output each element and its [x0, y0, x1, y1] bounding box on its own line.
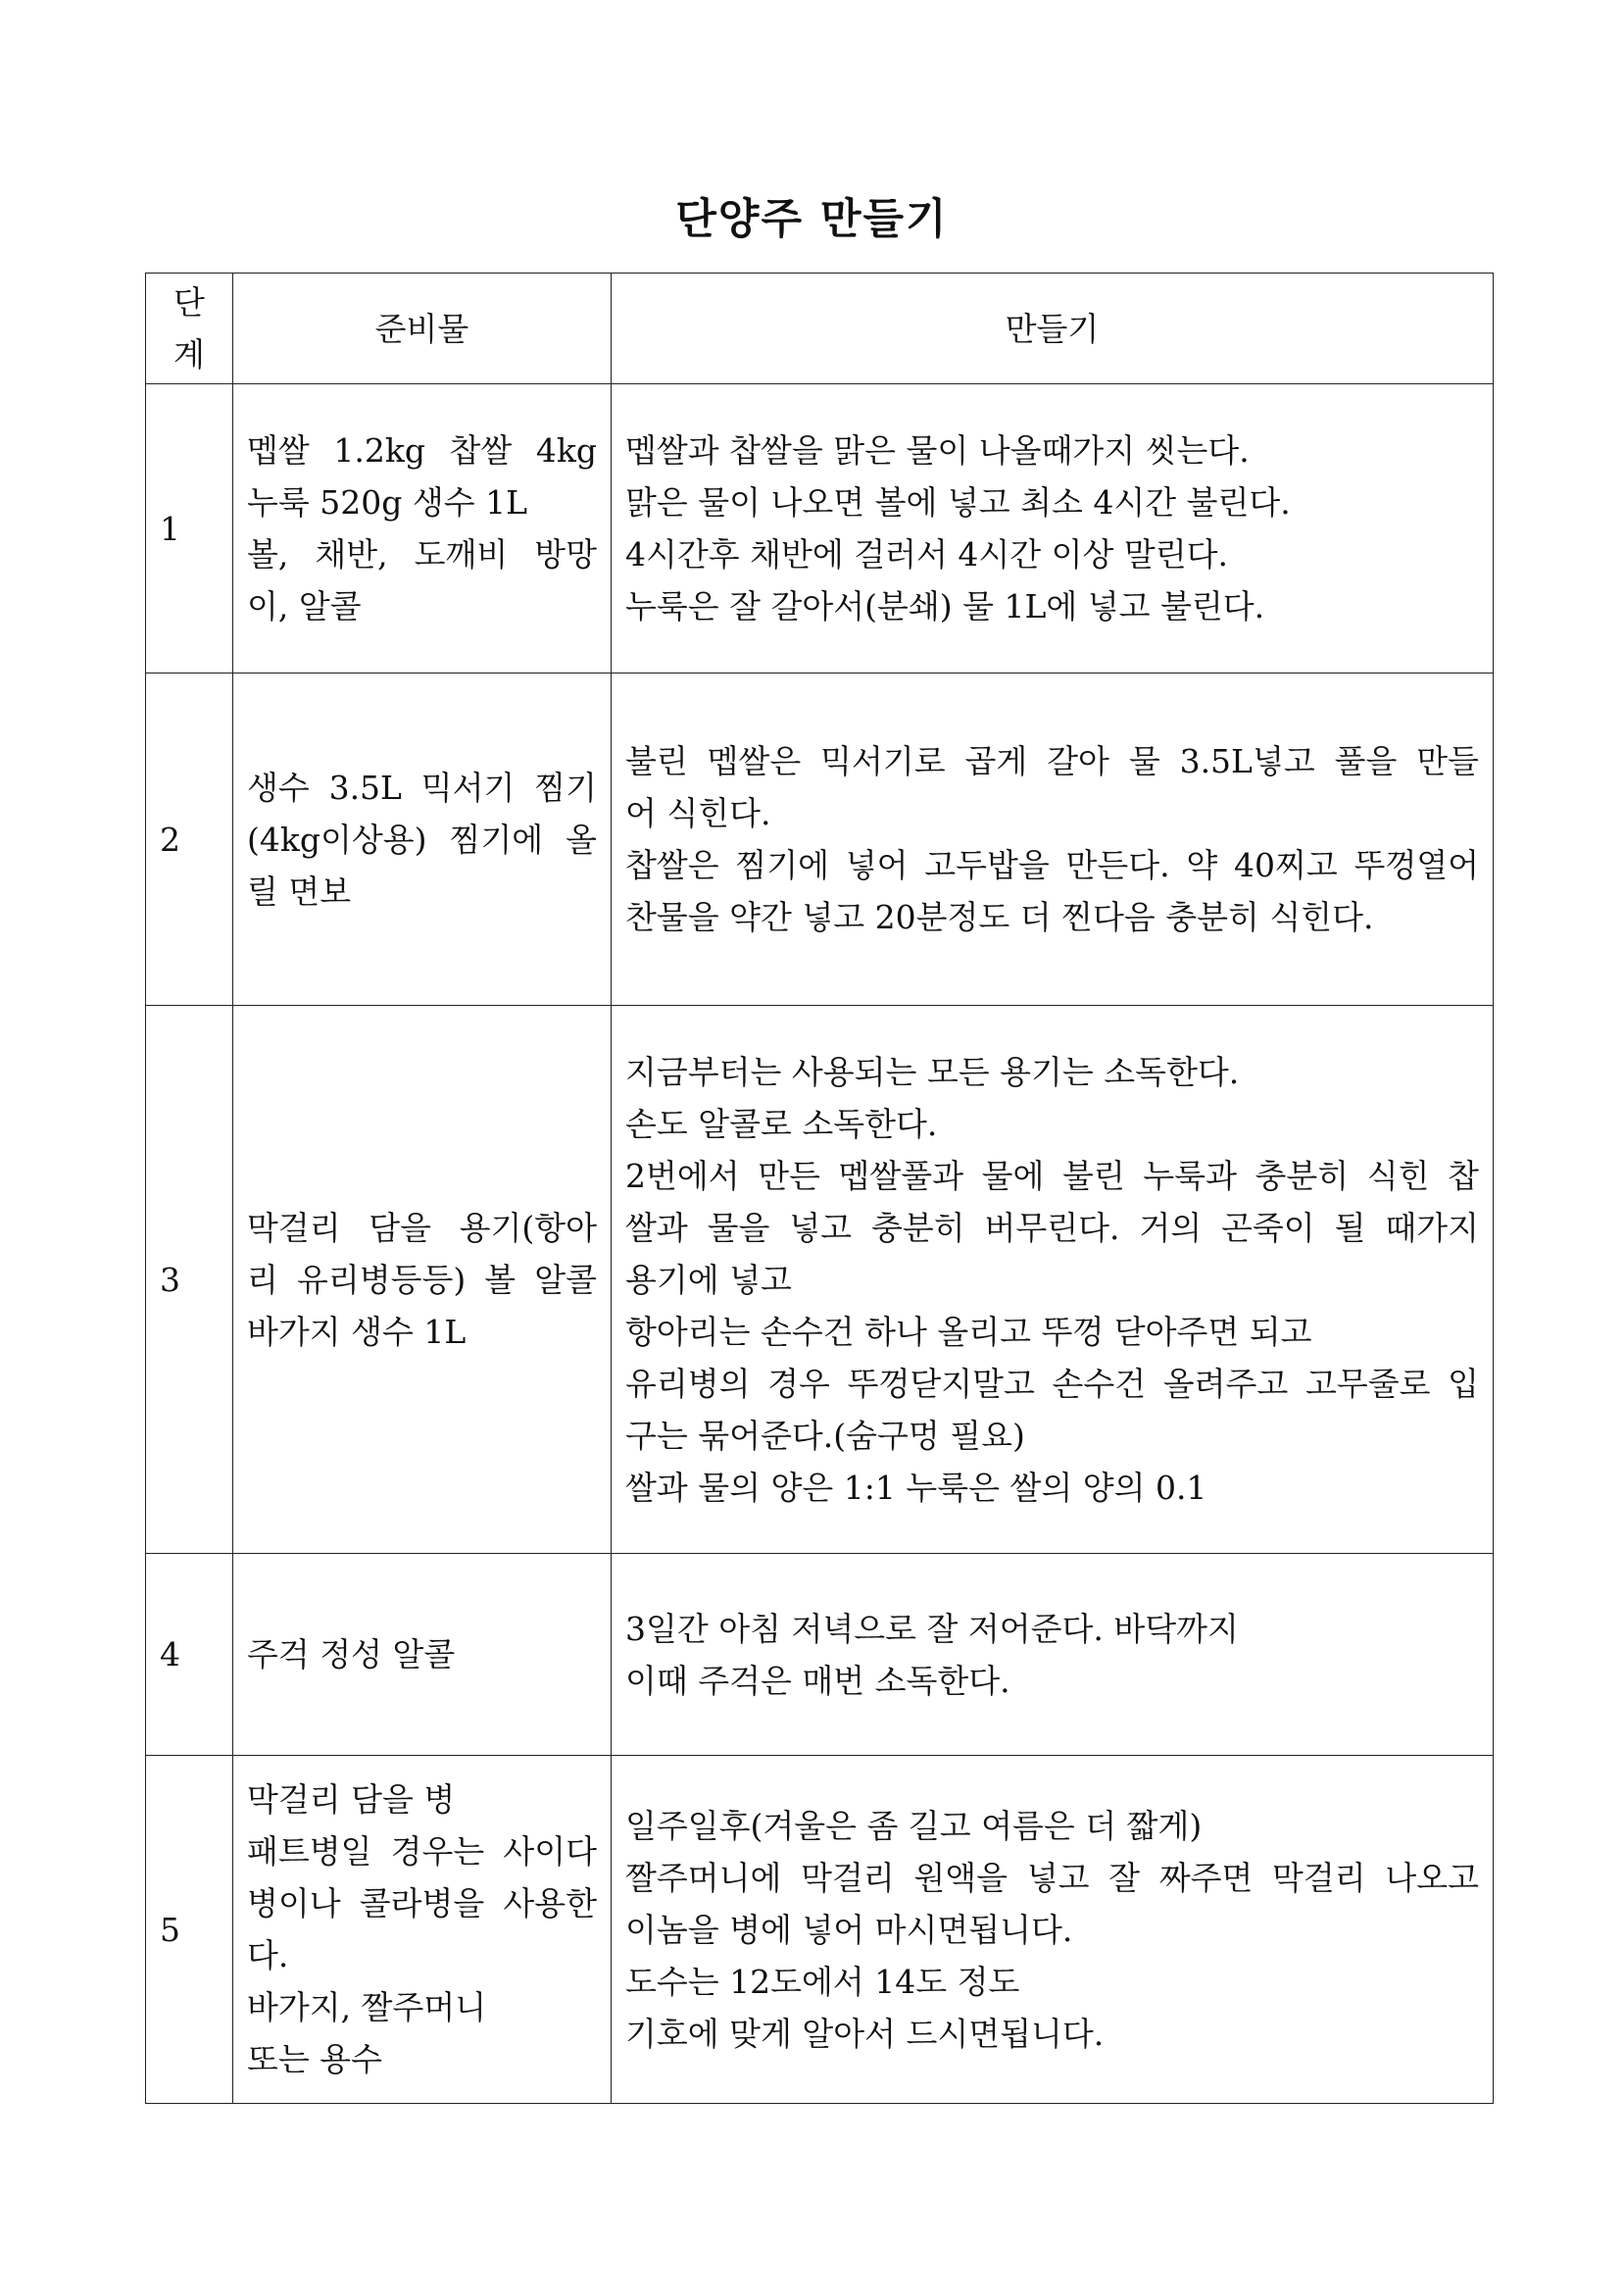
make-cell	[612, 674, 1494, 1006]
make-line: 3일간 아침 저녁으로 잘 저어준다. 바닥까지	[625, 1609, 1239, 1648]
prep-line: 바가지 생수 1L	[247, 1312, 467, 1351]
make-cell	[612, 1756, 1494, 2104]
prep-line: 볼, 채반, 도깨비 방망	[247, 535, 597, 574]
make-line: 멥쌀과 찹쌀을 맑은 물이 나올때가지 씻는다.	[625, 431, 1250, 470]
make-line: 어 식힌다.	[625, 794, 771, 832]
prep-line: 막걸리 담을 용기(항아	[247, 1208, 597, 1247]
step-number: 1	[146, 384, 233, 674]
prep-line: 생수 3.5L 믹서기 찜기	[247, 768, 597, 807]
make-line: 불린 멥쌀은 믹서기로 곱게 갈아 물 3.5L넣고 풀을 만들	[625, 742, 1479, 780]
make-line: 이때 주걱은 매번 소독한다.	[625, 1661, 1010, 1700]
header-step-line: 계	[173, 335, 205, 374]
prep-line: 멥쌀 1.2kg 찹쌀 4kg	[247, 431, 597, 470]
make-cell	[612, 1554, 1494, 1756]
make-line: 지금부터는 사용되는 모든 용기는 소독한다.	[625, 1052, 1240, 1091]
make-line: 항아리는 손수건 하나 올리고 뚜껑 닫아주면 되고	[625, 1312, 1312, 1351]
make-line: 용기에 넣고	[625, 1260, 792, 1299]
make-line: 이놈을 병에 넣어 마시면됩니다.	[625, 1910, 1073, 1949]
step-number: 5	[146, 1756, 233, 2104]
prep-cell	[233, 1554, 612, 1756]
step-number: 4	[146, 1554, 233, 1756]
make-line: 도수는 12도에서 14도 정도	[625, 1962, 1020, 2001]
prep-line: 또는 용수	[247, 2040, 383, 2078]
make-cell	[612, 1006, 1494, 1554]
prep-line: 바가지, 짤주머니	[247, 1988, 487, 2026]
prep-line: 막걸리 담을 병	[247, 1780, 456, 1819]
header-step	[146, 274, 233, 384]
make-cell	[612, 384, 1494, 674]
make-line: 4시간후 채반에 걸러서 4시간 이상 말린다.	[625, 535, 1228, 574]
prep-line: 누룩 520g 생수 1L	[247, 483, 528, 522]
step-number: 2	[146, 674, 233, 1006]
make-line: 구는 묶어준다.(숨구멍 필요)	[625, 1416, 1025, 1455]
make-line: 찬물을 약간 넣고 20분정도 더 찐다음 충분히 식힌다.	[625, 898, 1374, 936]
table-header-row	[146, 274, 1494, 384]
make-line: 기호에 맞게 알아서 드시면됩니다.	[625, 2014, 1105, 2053]
prep-line: 병이나 콜라병을 사용한	[247, 1884, 597, 1922]
prep-line: 다.	[247, 1936, 289, 1974]
make-line: 쌀과 물을 넣고 충분히 버무린다. 거의 곤죽이 될 때가지	[625, 1208, 1479, 1247]
step-number: 3	[146, 1006, 233, 1554]
page-title: 단양주 만들기	[675, 195, 949, 244]
prep-cell	[233, 1006, 612, 1554]
prep-line: 패트병일 경우는 사이다	[247, 1832, 597, 1871]
header-make: 만들기	[612, 274, 1494, 384]
prep-line: 리 유리병등등) 볼 알콜	[247, 1260, 597, 1299]
header-step-line: 단	[173, 283, 205, 322]
prep-line: 이, 알콜	[247, 587, 362, 625]
table-row	[146, 1006, 1494, 1554]
prep-line: (4kg이상용) 찜기에 올	[247, 820, 597, 859]
prep-cell	[233, 674, 612, 1006]
recipe-table	[145, 273, 1494, 2104]
prep-line: 릴 면보	[247, 872, 352, 911]
prep-cell	[233, 384, 612, 674]
prep-line: 주걱 정성 알콜	[247, 1635, 456, 1673]
make-line: 2번에서 만든 멥쌀풀과 물에 불린 누룩과 충분히 식힌 찹	[625, 1156, 1479, 1195]
make-line: 쌀과 물의 양은 1:1 누룩은 쌀의 양의 0.1	[625, 1468, 1207, 1507]
make-line: 누룩은 잘 갈아서(분쇄) 물 1L에 넣고 불린다.	[625, 587, 1265, 625]
make-line: 일주일후(겨울은 좀 길고 여름은 더 짧게)	[625, 1806, 1203, 1845]
table-row	[146, 674, 1494, 1006]
table-row	[146, 384, 1494, 674]
make-line: 찹쌀은 찜기에 넣어 고두밥을 만든다. 약 40찌고 뚜껑열어	[625, 846, 1479, 884]
make-line: 유리병의 경우 뚜껑닫지말고 손수건 올려주고 고무줄로 입	[625, 1364, 1479, 1403]
make-line: 맑은 물이 나오면 볼에 넣고 최소 4시간 불린다.	[625, 483, 1291, 522]
table-row	[146, 1554, 1494, 1756]
prep-cell	[233, 1756, 612, 2104]
make-line: 손도 알콜로 소독한다.	[625, 1104, 938, 1143]
make-line: 짤주머니에 막걸리 원액을 넣고 잘 짜주면 막걸리 나오고	[625, 1858, 1479, 1897]
table-row	[146, 1756, 1494, 2104]
header-prep: 준비물	[233, 274, 612, 384]
